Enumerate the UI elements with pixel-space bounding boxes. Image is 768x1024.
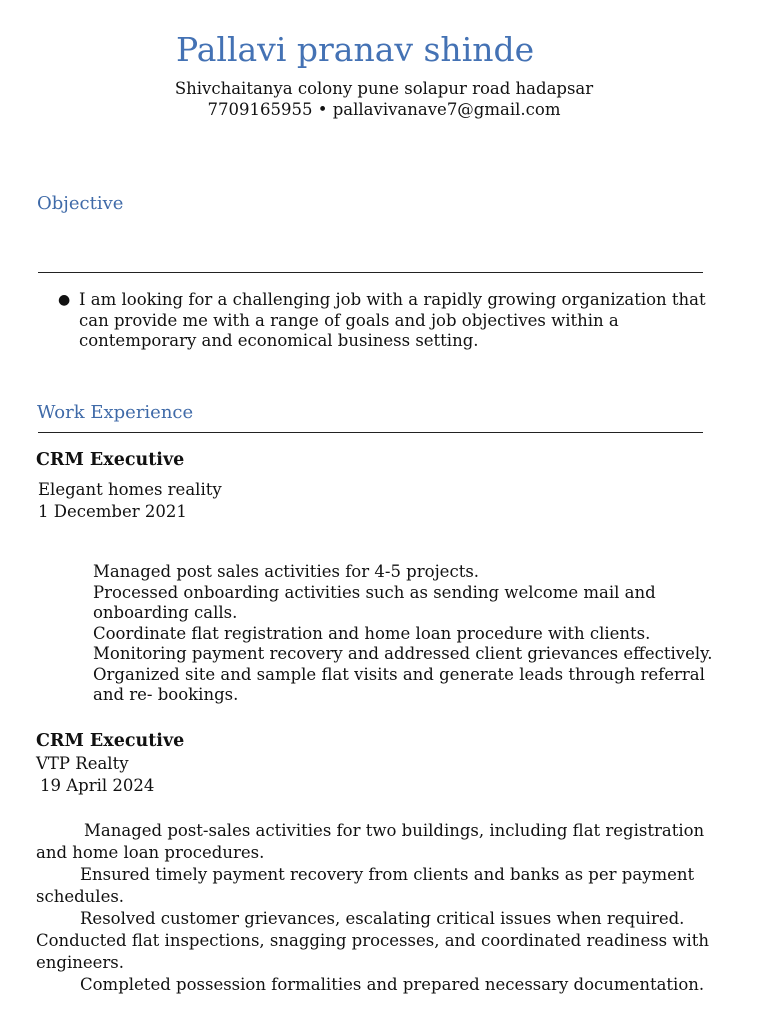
job-duties: [36, 820, 726, 996]
duty-line: Coordinate flat registration and home loan procedure with clients.: [93, 623, 651, 643]
duty-line: Organized site and sample flat visits and generate leads through referral: [93, 664, 705, 684]
job-date: 19 April 2024: [40, 776, 155, 795]
duty-line: engineers.: [36, 953, 124, 972]
bullet-dot-icon: ●: [58, 292, 71, 308]
duty-line: schedules.: [36, 887, 125, 906]
contact-line: 7709165955 • pallavivanave7@gmail.com: [207, 100, 561, 119]
duty-line: and home loan procedures.: [36, 843, 265, 862]
job-duties: [93, 562, 723, 706]
duty-line: Monitoring payment recovery and addressed client grievances effectively.: [93, 644, 713, 663]
objective-line: contemporary and economical business setting.: [79, 331, 479, 350]
job-date: 1 December 2021: [38, 502, 187, 521]
address-line: Shivchaitanya colony pune solapur road hadapsar: [174, 79, 594, 98]
objective-text: [79, 290, 709, 352]
duty-line: onboarding calls.: [93, 603, 238, 622]
duty-line: Managed post sales activities for 4-5 projects.: [93, 562, 480, 581]
company-name: Elegant homes reality: [38, 480, 222, 499]
duty-line: Conducted flat inspections, snagging processes, and coordinated readiness with: [36, 931, 710, 950]
job-title: CRM Executive: [36, 450, 185, 470]
duty-line: Managed post-sales activities for two buildings, including flat registration: [84, 821, 705, 840]
candidate-name: Pallavi pranav shinde: [176, 30, 535, 69]
duty-line: Completed possession formalities and prepared necessary documentation.: [80, 975, 705, 994]
duty-line: Resolved customer grievances, escalating critical issues when required.: [80, 909, 685, 928]
work-experience-heading: Work Experience: [37, 402, 194, 423]
objective-divider: [38, 272, 703, 273]
work-experience-divider: [38, 432, 703, 433]
duty-line: Processed onboarding activities such as sending welcome mail and: [93, 582, 656, 602]
objective-heading: Objective: [37, 193, 124, 214]
duty-line: Ensured timely payment recovery from clients and banks as per payment: [80, 865, 695, 884]
job-title: CRM Executive: [36, 731, 185, 751]
company-name: VTP Realty: [36, 754, 129, 773]
objective-line: can provide me with a range of goals and job objectives within a: [79, 310, 619, 330]
objective-line: I am looking for a challenging job with a rapidly growing organization that: [79, 290, 706, 309]
duty-line: and re- bookings.: [93, 685, 239, 704]
